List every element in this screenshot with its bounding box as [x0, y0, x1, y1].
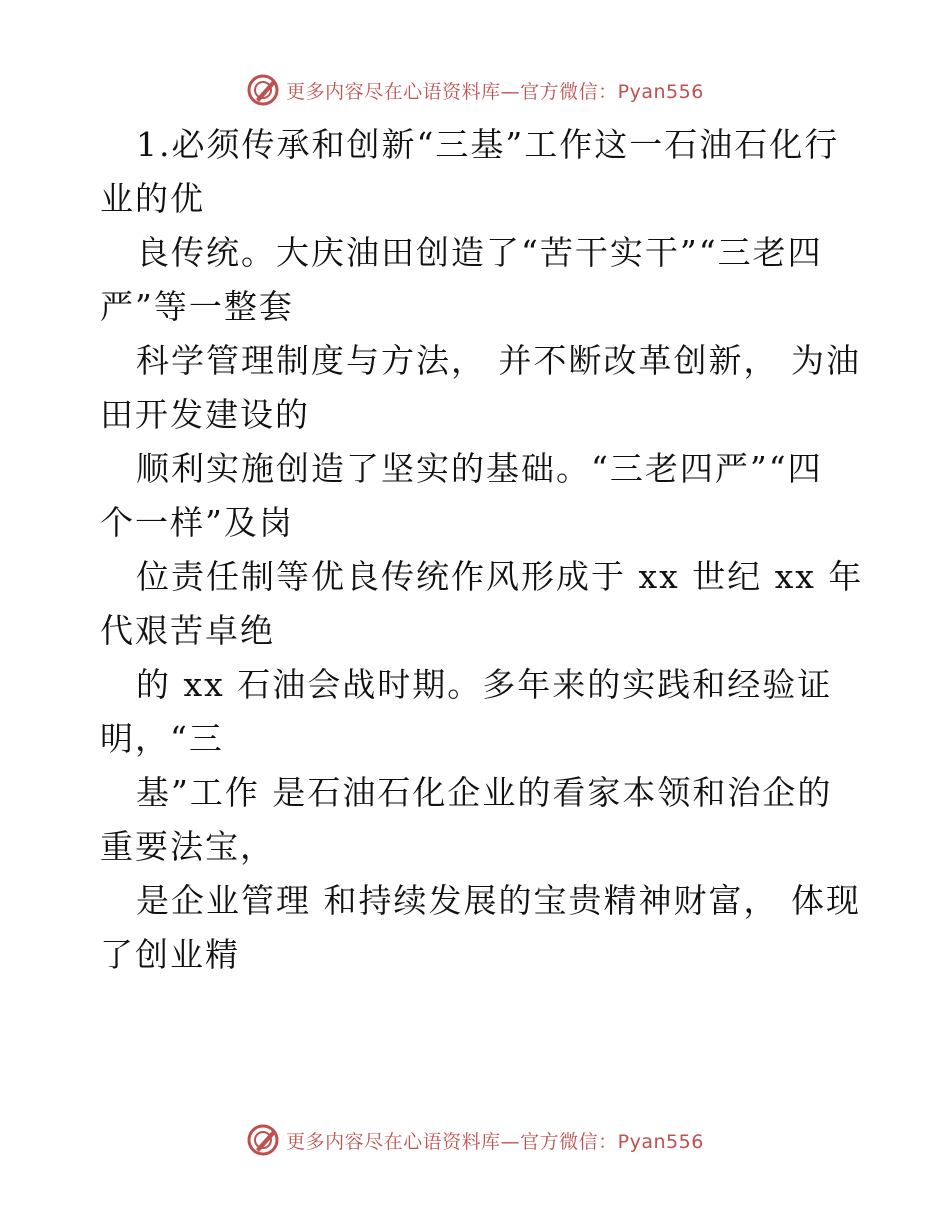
document-body — [100, 118, 864, 982]
text-line: 良传统。大庆油田创造了“苦干实干”“三老四 — [136, 233, 823, 272]
text-line: 1.必须传承和创新“三基”工作这一石油石化行 — [136, 125, 840, 164]
text-line: 了创业精 — [100, 935, 240, 974]
footer-banner — [0, 1120, 950, 1160]
text-line: 的 xx 石油会战时期。多年来的实践和经验证 — [136, 665, 833, 704]
header-banner — [0, 70, 950, 110]
text-line: 顺利实施创造了坚实的基础。“三老四严”“四 — [136, 449, 823, 488]
text-line: 个一样”及岗 — [100, 503, 294, 542]
text-line: 田开发建设的 — [100, 395, 310, 434]
text-line: 位责任制等优良传统作风形成于 xx 世纪 xx 年 — [136, 557, 864, 596]
text-line: 科学管理制度与方法， 并不断改革创新， 为油 — [136, 341, 861, 380]
footer-banner-text: 更多内容尽在心语资料库—官方微信：Pyan556 — [286, 1130, 704, 1153]
pen-logo-icon — [246, 1123, 280, 1157]
text-line: 明，“三 — [100, 719, 224, 758]
text-line: 重要法宝， — [100, 827, 275, 866]
text-line: 代艰苦卓绝 — [100, 611, 275, 650]
pen-logo-icon — [246, 73, 280, 107]
text-line: 业的优 — [100, 179, 205, 218]
header-banner-text: 更多内容尽在心语资料库—官方微信：Pyan556 — [286, 80, 704, 103]
text-line: 基”工作 是石油石化企业的看家本领和治企的 — [136, 773, 833, 812]
text-line: 是企业管理 和持续发展的宝贵精神财富， 体现 — [136, 881, 861, 920]
text-line: 严”等一整套 — [100, 287, 294, 326]
